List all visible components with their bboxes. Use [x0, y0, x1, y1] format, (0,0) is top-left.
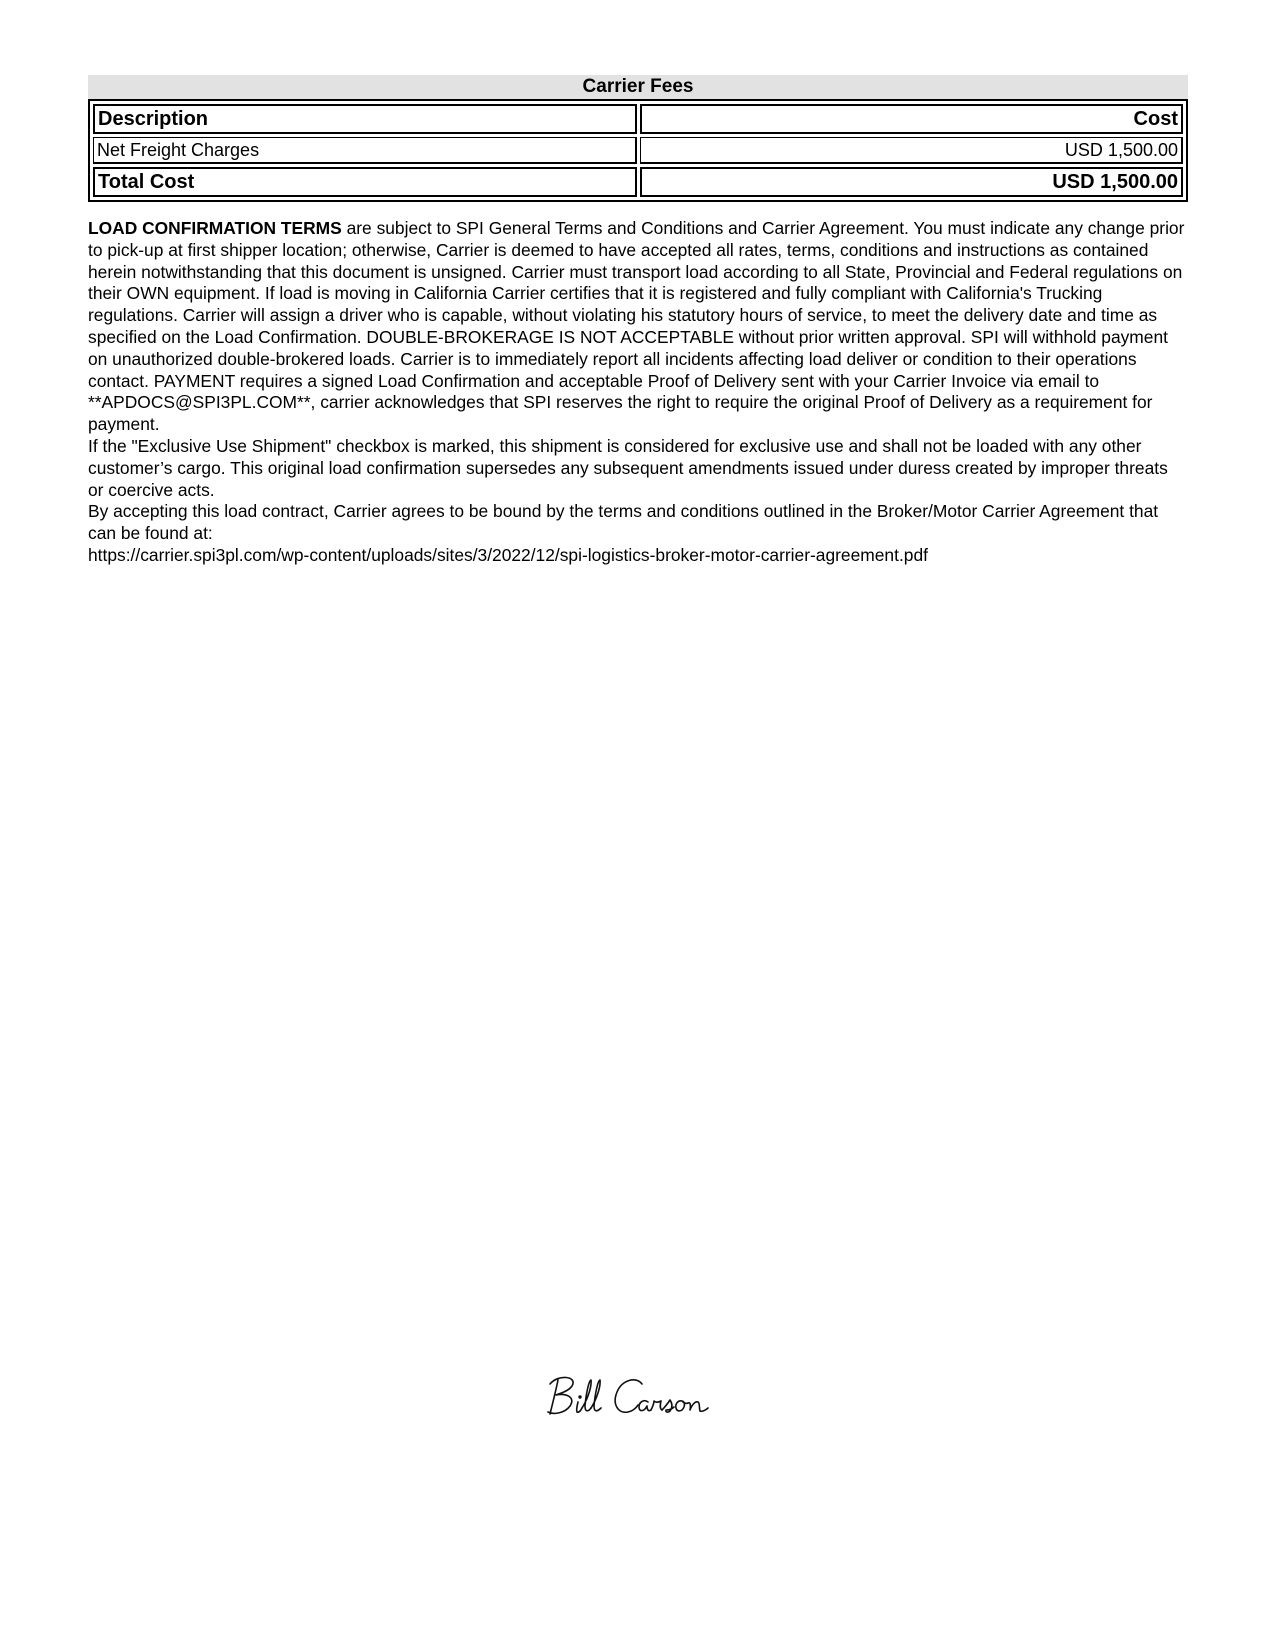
carrier-fees-table	[88, 99, 1188, 202]
agreement-url: https://carrier.spi3pl.com/wp-content/uploads/sites/3/2022/12/spi-logistics-broker-motor-carrier-agreement.pdf	[88, 544, 928, 565]
fee-description: Net Freight Charges	[93, 137, 637, 164]
total-row	[93, 167, 1183, 197]
signature	[544, 1372, 744, 1422]
document-page	[88, 75, 1188, 567]
cost-header: Cost	[640, 104, 1184, 134]
table-row	[93, 137, 1183, 164]
carrier-fees-title: Carrier Fees	[88, 75, 1188, 99]
fee-cost: USD 1,500.00	[640, 137, 1184, 164]
terms-lead: LOAD CONFIRMATION TERMS	[88, 218, 342, 238]
terms-paragraph-2: If the "Exclusive Use Shipment" checkbox is marked, this shipment is considered for exclusive use and shall not be loaded with any other customer’s cargo. This original load confirmation supersedes any subsequent amendments issued under duress created by improper threats or coercive acts.	[88, 435, 1168, 500]
total-label: Total Cost	[93, 167, 637, 197]
terms-paragraph-1	[88, 218, 1188, 436]
description-header: Description	[93, 104, 637, 134]
table-header-row	[93, 104, 1183, 134]
load-confirmation-terms	[88, 218, 1188, 567]
total-cost: USD 1,500.00	[640, 167, 1184, 197]
terms-paragraph-3: By accepting this load contract, Carrier agrees to be bound by the terms and conditions outlined in the Broker/Motor Carrier Agreement that can be found at:	[88, 501, 1159, 544]
terms-paragraph-1-text: are subject to SPI General Terms and Conditions and Carrier Agreement. You must indicate any change prior to pick-up at first shipper location; otherwise, Carrier is deemed to have accepted all rates, terms, conditions and instructions as contained herein notwithstanding that this document is unsigned. Carrier must transport load according to all State, Provincial and Federal regulations on their OWN equipment. If load is moving in California Carrier certifies that it is registered and fully compliant with California's Trucking regulations. Carrier will assign a driver who is capable, without violating his statutory hours of service, to meet the delivery date and time as specified on the Load Confirmation. DOUBLE-BROKERAGE IS NOT ACCEPTABLE without prior written approval. SPI will withhold payment on unauthorized double-brokered loads. Carrier is to immediately report all incidents affecting load deliver or condition to their operations contact. PAYMENT requires a signed Load Confirmation and acceptable Proof of Delivery sent with your Carrier Invoice via email to **APDOCS@SPI3PL.COM**, carrier acknowledges that SPI reserves the right to require the original Proof of Delivery as a requirement for payment.	[88, 218, 1185, 435]
